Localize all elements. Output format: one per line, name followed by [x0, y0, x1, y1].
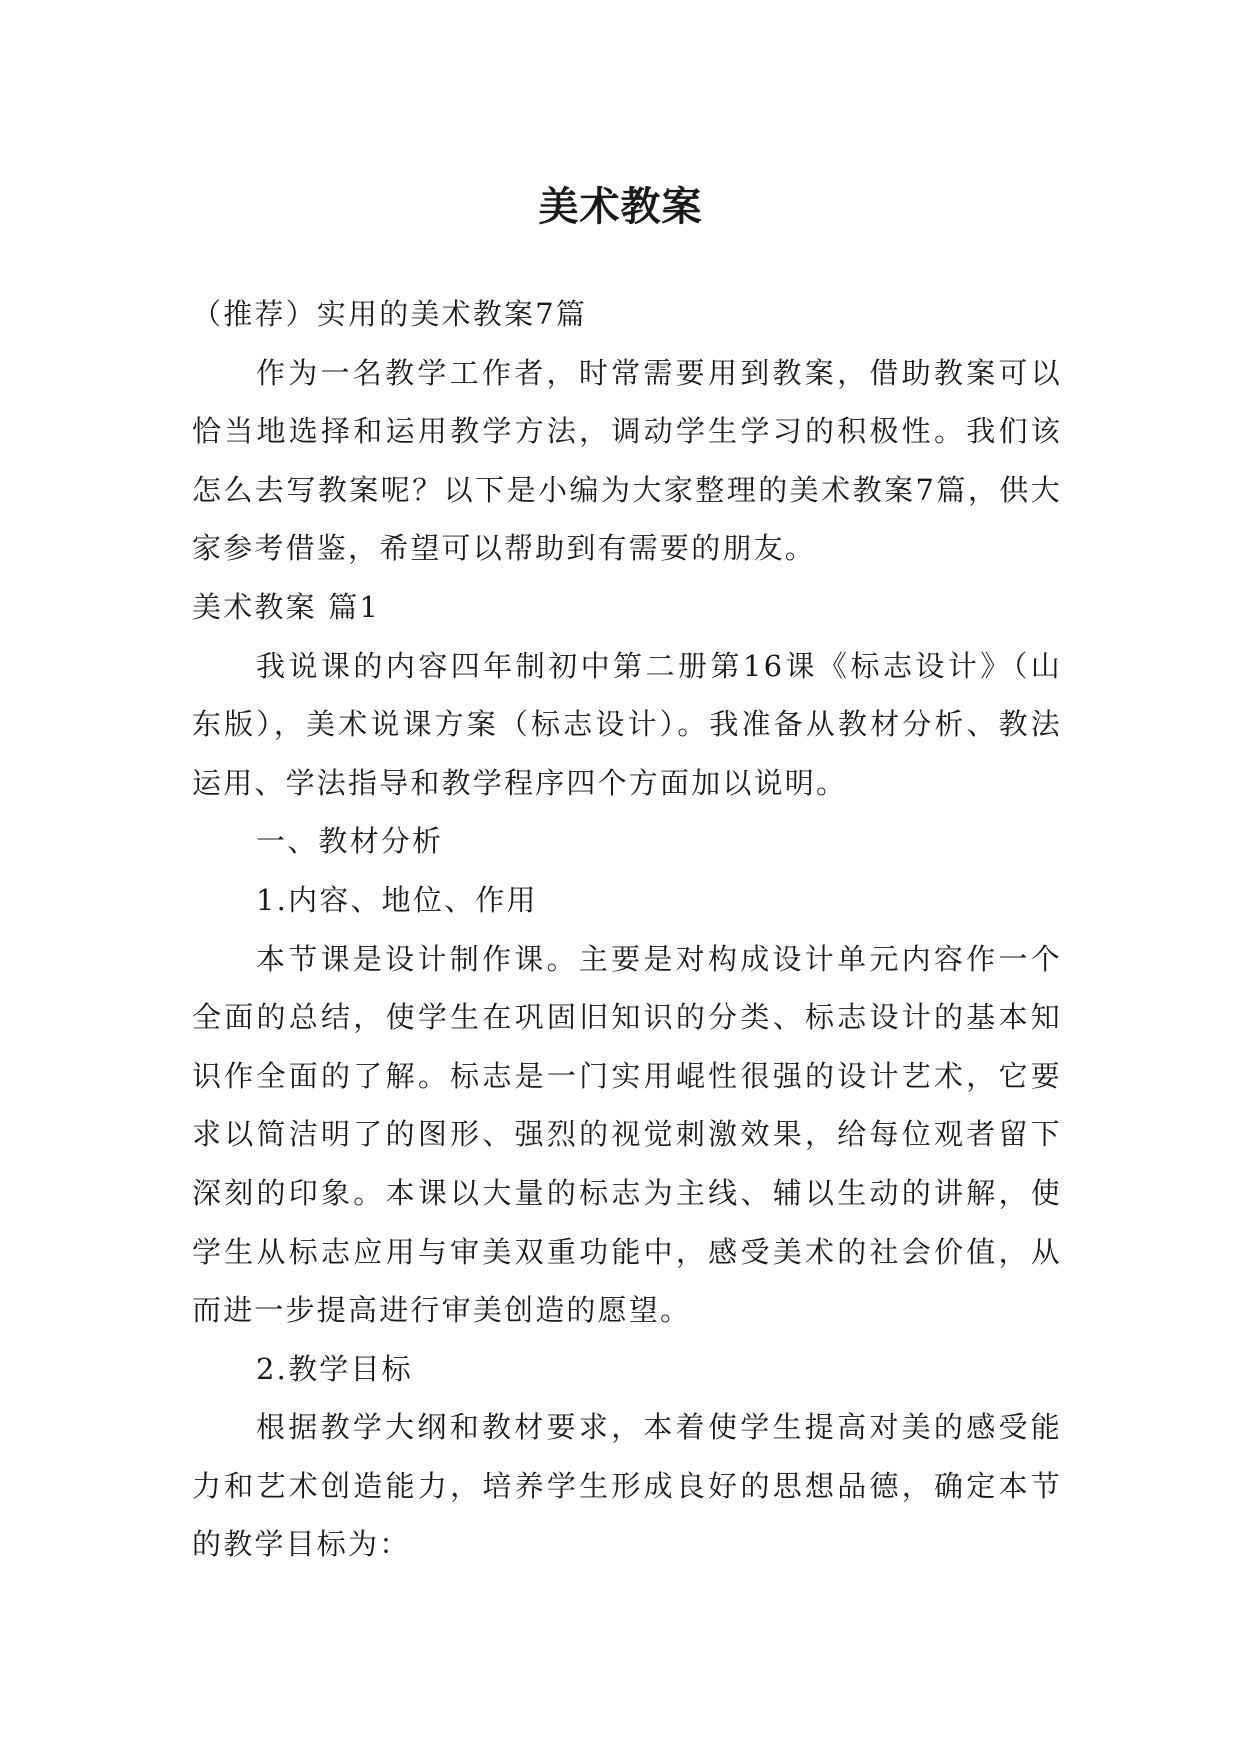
document-body — [192, 285, 1062, 1574]
subtitle-line: （推荐）实用的美术教案7篇 — [192, 297, 588, 331]
document-title: 美术教案 — [538, 182, 703, 230]
intro-paragraph: 作为一名教学工作者，时常需要用到教案，借助教案可以恰当地选择和运用教学方法，调动学生学习的积极性。我们该怎么去写教案呢？以下是小编为大家整理的美术教案7篇，供大家参考借鉴，希望可以帮助到有需要的朋友。 — [192, 355, 1062, 566]
subsection-heading: 一、教材分析 — [256, 824, 444, 859]
body-paragraph: 我说课的内容四年制初中第二册第16课《标志设计》（山东版），美术说课方案（标志设计）。我准备从教材分析、教法运用、学法指导和教学程序四个方面加以说明。 — [192, 648, 1062, 800]
section-heading: 美术教案 篇1 — [192, 589, 381, 624]
body-paragraph: 根据教学大纲和教材要求，本着使学生提高对美的感受能力和艺术创造能力，培养学生形成良好的思想品德，确定本节的教学目标为： — [192, 1410, 1062, 1562]
subsection-heading: 1.内容、地位、作用 — [256, 882, 538, 917]
subsection-heading: 2.教学目标 — [256, 1351, 413, 1386]
body-paragraph: 本节课是设计制作课。主要是对构成设计单元内容作一个全面的总结，使学生在巩固旧知识的分类、标志设计的基本知识作全面的了解。标志是一门实用崐性很强的设计艺术，它要求以简洁明了的图形、强烈的视觉刺激效果，给每位观者留下深刻的印象。本课以大量的标志为主线、辅以生动的讲解，使学生从标志应用与审美双重功能中，感受美术的社会价值，从而进一步提高进行审美创造的愿望。 — [192, 941, 1062, 1328]
